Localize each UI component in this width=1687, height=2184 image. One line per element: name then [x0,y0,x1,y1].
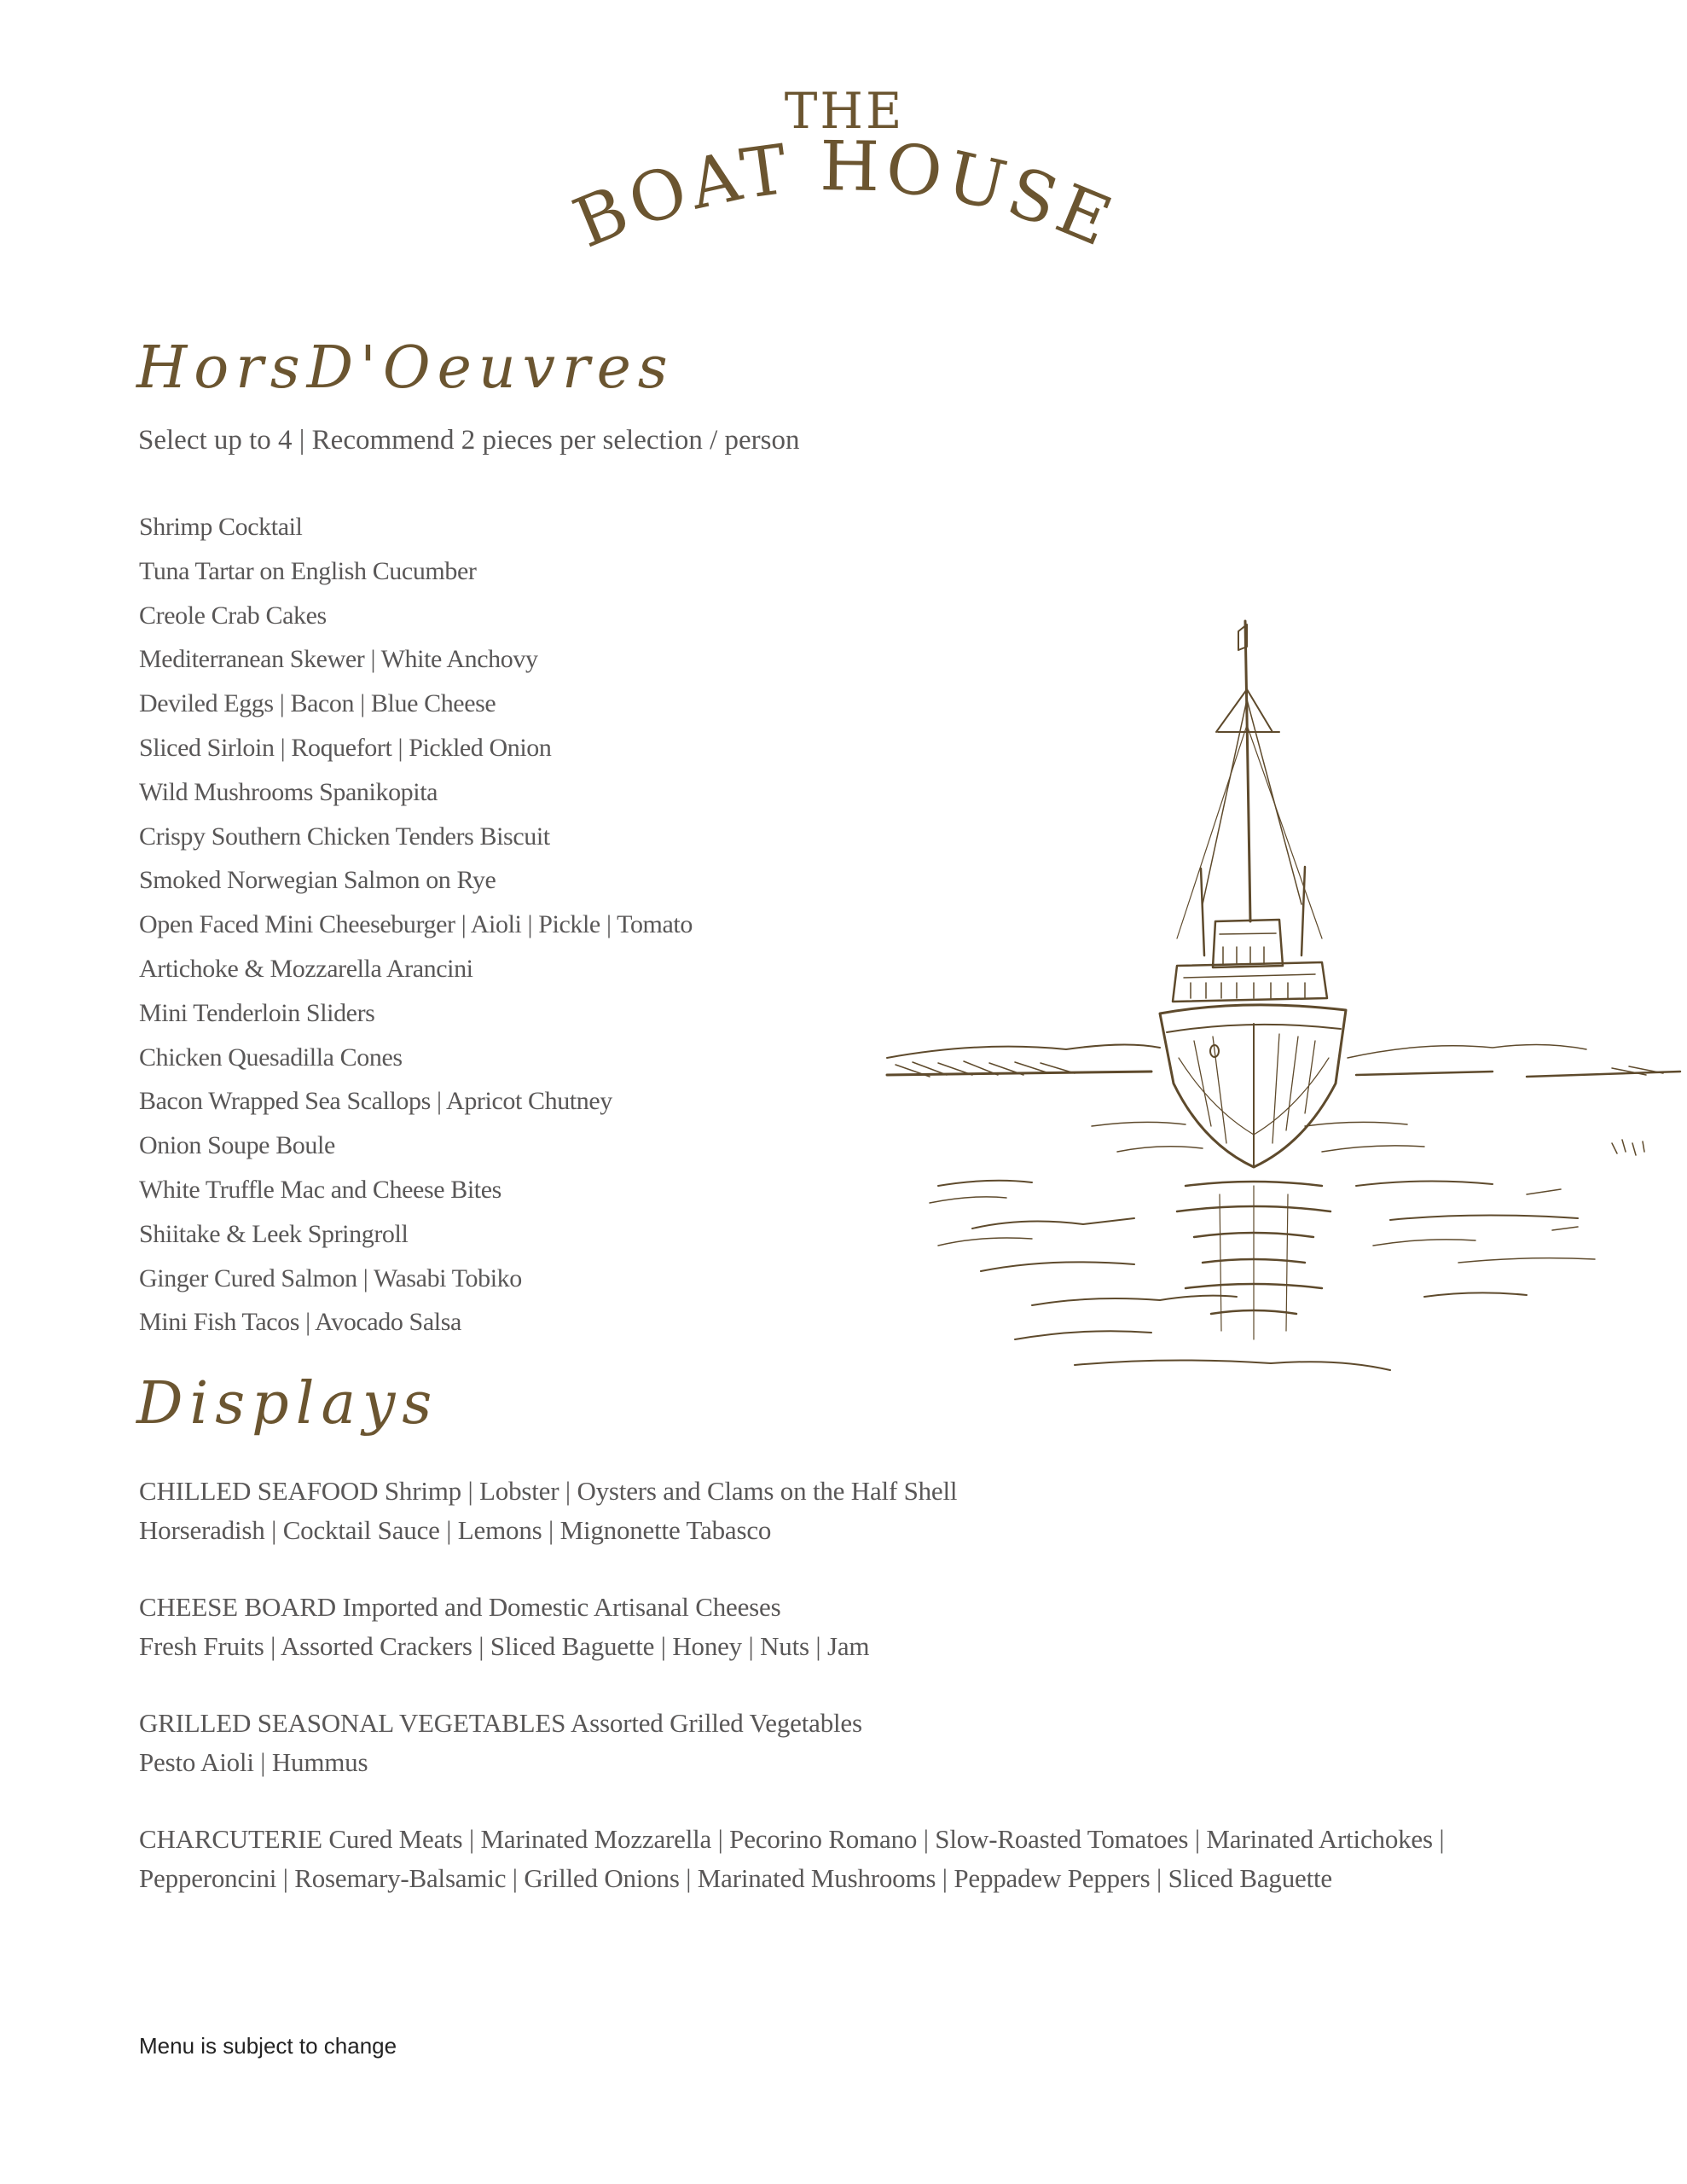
menu-item: Deviled Eggs | Bacon | Blue Cheese [139,689,496,718]
display-line: CHARCUTERIE Cured Meats | Marinated Mozzarella | Pecorino Romano | Slow-Roasted Tomatoes | Marinated Artichokes | [139,1824,1445,1854]
menu-item: Open Faced Mini Cheeseburger | Aioli | Pickle | Tomato [139,910,693,939]
display-line: CHILLED SEAFOOD Shrimp | Lobster | Oysters and Clams on the Half Shell [139,1476,958,1506]
display-line: Fresh Fruits | Assorted Crackers | Sliced Baguette | Honey | Nuts | Jam [139,1631,870,1661]
menu-item: Wild Mushrooms Spanikopita [139,777,438,806]
display-line: Pepperoncini | Rosemary-Balsamic | Grilled Onions | Marinated Mushrooms | Peppadew Peppers | Sliced Baguette [139,1863,1332,1893]
logo-line-boat-house: BOAT HOUSE [562,126,1127,264]
menu-item: Creole Crab Cakes [139,601,327,630]
menu-item: Shiitake & Leek Springroll [139,1219,409,1248]
menu-item: Crispy Southern Chicken Tenders Biscuit [139,822,550,851]
menu-item: Chicken Quesadilla Cones [139,1043,403,1072]
menu-item: Artichoke & Mozzarella Arancini [139,954,473,983]
menu-item: Ginger Cured Salmon | Wasabi Tobiko [139,1263,522,1292]
display-chilled-seafood [139,1472,957,1550]
logo-line-the: THE [784,82,905,140]
svg-text:BOAT HOUSE [563,126,1126,263]
display-line: Horseradish | Cocktail Sauce | Lemons | Mignonette Tabasco [139,1515,772,1545]
menu-item: Bacon Wrapped Sea Scallops | Apricot Chutney [139,1087,612,1116]
display-line: GRILLED SEASONAL VEGETABLES Assorted Grilled Vegetables [139,1708,862,1738]
display-charcuterie [139,1820,1444,1898]
displays-title: Displays [136,1370,439,1438]
menu-item: Smoked Norwegian Salmon on Rye [139,866,496,895]
menu-item: Tuna Tartar on English Cucumber [139,556,477,585]
display-line: Pesto Aioli | Hummus [139,1747,368,1777]
hors-doeuvres-subtitle: Select up to 4 | Recommend 2 pieces per selection / person [138,425,800,456]
menu-item: Shrimp Cocktail [139,513,303,541]
display-cheese-board [139,1588,869,1666]
display-line: CHEESE BOARD Imported and Domestic Artisanal Cheeses [139,1592,781,1622]
ship-sketch-icon [878,597,1687,1391]
menu-item: Mini Tenderloin Sliders [139,998,375,1027]
display-grilled-vegetables [139,1704,862,1782]
menu-item: Mini Fish Tacos | Avocado Salsa [139,1308,461,1337]
menu-item: Mediterranean Skewer | White Anchovy [139,645,538,674]
boat-house-logo [512,68,1177,290]
hors-doeuvres-title: HorsD'Oeuvres [136,334,675,402]
menu-item: Onion Soupe Boule [139,1131,335,1160]
menu-item: Sliced Sirloin | Roquefort | Pickled Onion [139,733,552,762]
hors-doeuvres-list [139,505,693,1345]
menu-item: White Truffle Mac and Cheese Bites [139,1175,501,1204]
menu-change-note: Menu is subject to change [139,2033,397,2059]
